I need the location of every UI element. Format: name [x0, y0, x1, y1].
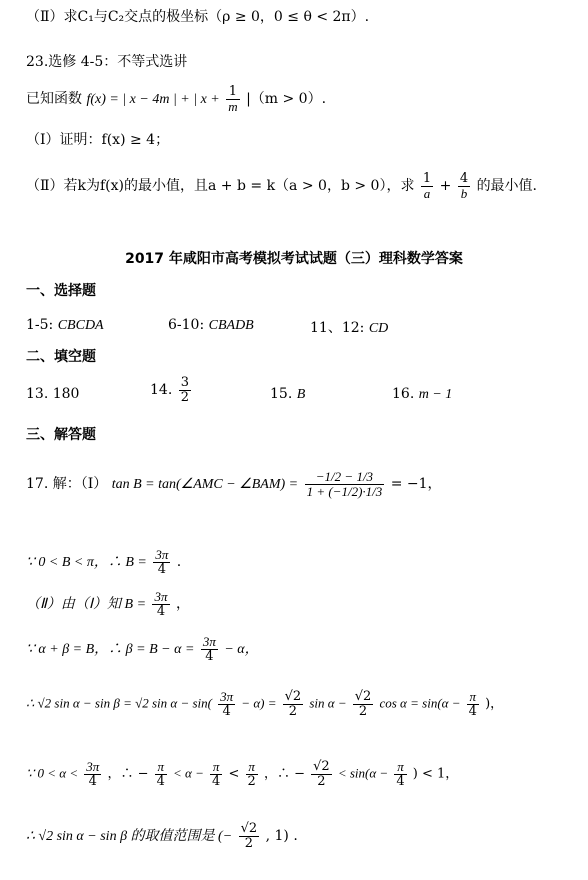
- fill-value: 180: [52, 386, 80, 402]
- answer-title: 2017 年咸阳市高考模拟考试试题（三）理科数学答案: [125, 251, 463, 267]
- s17-line7: [26, 822, 298, 850]
- frac-den: 2: [180, 389, 189, 405]
- frac-num: 3π: [155, 547, 169, 562]
- section-fill-in: 二、填空题: [26, 349, 96, 365]
- s17-l7-frac: [239, 822, 260, 850]
- frac-num: √2: [240, 821, 258, 836]
- s17-l5-e: )，: [485, 696, 504, 712]
- s17-l6-a: ∵ 0 < α <: [26, 765, 79, 781]
- mc-value: CBADB: [208, 318, 254, 333]
- q23-part2-frac1: [421, 172, 433, 200]
- fill-label: 16.: [392, 386, 415, 402]
- frac-den: 4: [156, 773, 165, 789]
- frac-num: √2: [313, 759, 330, 774]
- frac-num: 3π: [202, 634, 216, 649]
- s17-l2-text: ∵ 0 < B < π，∴ B =: [26, 555, 147, 571]
- frac-den: 2: [358, 703, 368, 719]
- s17-l6-frac3: [210, 760, 222, 788]
- fill-answer-14: [150, 376, 193, 404]
- s17-l6-d: <: [228, 766, 240, 782]
- q23-part2-prefix: （Ⅱ）若k为f(x)的最小值，且a + b = k（a > 0，b > 0），求: [26, 178, 415, 195]
- q23-given-func: f(x) = | x − 4m | + | x +: [86, 92, 220, 108]
- q23-given-frac: [226, 85, 239, 113]
- q23-part2-frac2: [458, 172, 470, 200]
- fill-label: 13.: [26, 386, 49, 402]
- fill-frac: [179, 376, 191, 404]
- fill-answer-15: [270, 386, 305, 403]
- s17-l6-f: < sin(α −: [337, 765, 389, 781]
- s17-l6-e: ，∴ −: [263, 766, 305, 782]
- s17-l5-c: sin α −: [309, 695, 347, 711]
- fill-answer-13: [26, 386, 79, 402]
- mc-label: 1-5:: [26, 317, 54, 333]
- fill-value: m − 1: [418, 387, 453, 402]
- frac-num: √2: [284, 689, 302, 704]
- frac-num: 3: [180, 375, 189, 390]
- s17-l4-text: ∵ α + β = B，∴ β = B − α =: [26, 642, 195, 658]
- s17-line1: [26, 470, 442, 498]
- frac-num: π: [212, 759, 220, 774]
- s17-l6-c: < α −: [173, 765, 204, 781]
- s17-l6-frac6: [394, 760, 406, 788]
- q23-given-line: [26, 85, 326, 113]
- frac-den: 2: [288, 703, 298, 719]
- section-solutions: 三、解答题: [26, 427, 96, 443]
- s17-line2: [26, 548, 181, 576]
- s17-l3-frac: [152, 590, 169, 618]
- q23-given-prefix: 已知函数: [26, 91, 82, 108]
- frac-den: 4: [212, 773, 221, 789]
- fill-answer-16: [392, 386, 452, 403]
- frac-den: 4: [88, 773, 97, 789]
- frac-den: 4: [468, 703, 477, 719]
- s17-l4-frac: [201, 635, 218, 663]
- frac-num: 3π: [220, 689, 234, 704]
- s17-l3-tail: ，: [175, 596, 190, 613]
- s17-l6-b: ，∴ −: [107, 766, 149, 782]
- q23-part1: [26, 133, 169, 147]
- q23-part2-tail: 的最小值.: [476, 178, 538, 195]
- q23-given-tail: |（m > 0）.: [246, 91, 327, 108]
- s17-line4: [26, 635, 259, 663]
- s17-line5: [26, 690, 503, 718]
- frac-den: 4: [222, 703, 231, 719]
- mc-answer-1: [26, 317, 104, 334]
- q22-part2-line: [26, 10, 369, 24]
- frac-num: −1/2 − 1/3: [315, 469, 374, 484]
- mc-value: CBCDA: [57, 318, 104, 333]
- frac-den: m: [228, 98, 238, 114]
- mc-answer-3: [310, 317, 388, 337]
- mc-answer-2: [168, 317, 254, 334]
- frac-num: 1: [422, 171, 432, 186]
- s17-l2-tail: .: [176, 554, 182, 571]
- s17-l6-frac4: [246, 760, 258, 788]
- q22-part2-text: （Ⅱ）求C₁与C₂交点的极坐标（ρ ≥ 0，0 ≤ θ < 2π）.: [26, 9, 370, 25]
- s17-line6: [26, 760, 458, 788]
- s17-l7-text: ∴ √2 sin α − sin β 的取值范围是 (−: [26, 829, 233, 845]
- s17-l6-frac5: [311, 760, 332, 788]
- plus-sign: +: [439, 178, 452, 195]
- s17-l2-frac: [153, 548, 170, 576]
- frac-num: √2: [354, 689, 372, 704]
- s17-eq1-frac: [305, 470, 385, 498]
- s17-l7-tail: , 1) .: [265, 828, 298, 845]
- frac-num: π: [397, 759, 404, 774]
- s17-l6-frac2: [155, 760, 167, 788]
- frac-num: 3π: [154, 589, 168, 604]
- s17-intro: 17. 解：（Ⅰ）: [26, 476, 108, 493]
- frac-den: 4: [157, 561, 166, 577]
- s17-l5-d: cos α = sin(α −: [379, 695, 461, 711]
- frac-den: 4: [205, 648, 214, 664]
- s17-l6-frac1: [84, 760, 101, 788]
- s17-l3-text: （Ⅱ）由（Ⅰ）知 B =: [26, 597, 147, 613]
- mc-value: CD: [368, 321, 389, 336]
- q23-title: [26, 55, 187, 69]
- mc-label: 11、12:: [310, 320, 365, 336]
- frac-den: 2: [247, 773, 256, 789]
- frac-den: b: [460, 185, 468, 201]
- s17-l5-b: − α) =: [241, 695, 277, 711]
- s17-line3: [26, 590, 190, 618]
- frac-den: 4: [156, 603, 166, 619]
- s17-l5-a: ∴ √2 sin α − sin β = √2 sin α − sin(: [26, 695, 212, 711]
- fill-value: B: [296, 387, 306, 402]
- mc-label: 6-10:: [168, 317, 205, 333]
- s17-l5-frac4: [467, 690, 479, 718]
- s17-eq1-left: tan B = tan(∠AMC − ∠BAM) =: [111, 477, 299, 493]
- q23-title-text: 23.选修 4-5：不等式选讲: [26, 54, 188, 70]
- s17-l4-tail: − α，: [224, 642, 259, 658]
- frac-den: a: [423, 185, 431, 201]
- s17-l5-frac1: [218, 690, 235, 718]
- frac-num: 1: [228, 84, 238, 99]
- fill-label: 15.: [270, 386, 293, 402]
- frac-num: π: [469, 689, 477, 704]
- frac-num: 4: [459, 171, 469, 186]
- s17-l5-frac3: [353, 690, 374, 718]
- frac-den: 1 + (−1/2)·1/3: [306, 483, 383, 499]
- q23-part1-text: （Ⅰ）证明：f(x) ≥ 4；: [26, 132, 170, 148]
- frac-den: 2: [244, 835, 254, 851]
- s17-l5-frac2: [283, 690, 304, 718]
- s17-eq1-right: = −1，: [390, 476, 442, 493]
- q23-part2-line: [26, 172, 537, 200]
- fill-label: 14.: [150, 382, 173, 399]
- frac-den: 2: [317, 773, 326, 789]
- frac-num: 3π: [86, 759, 100, 774]
- section-multiple-choice: 一、选择题: [26, 283, 96, 299]
- frac-den: 4: [396, 773, 405, 789]
- s17-l6-g: ) < 1，: [412, 766, 459, 782]
- frac-num: π: [248, 759, 255, 774]
- frac-num: π: [157, 759, 164, 774]
